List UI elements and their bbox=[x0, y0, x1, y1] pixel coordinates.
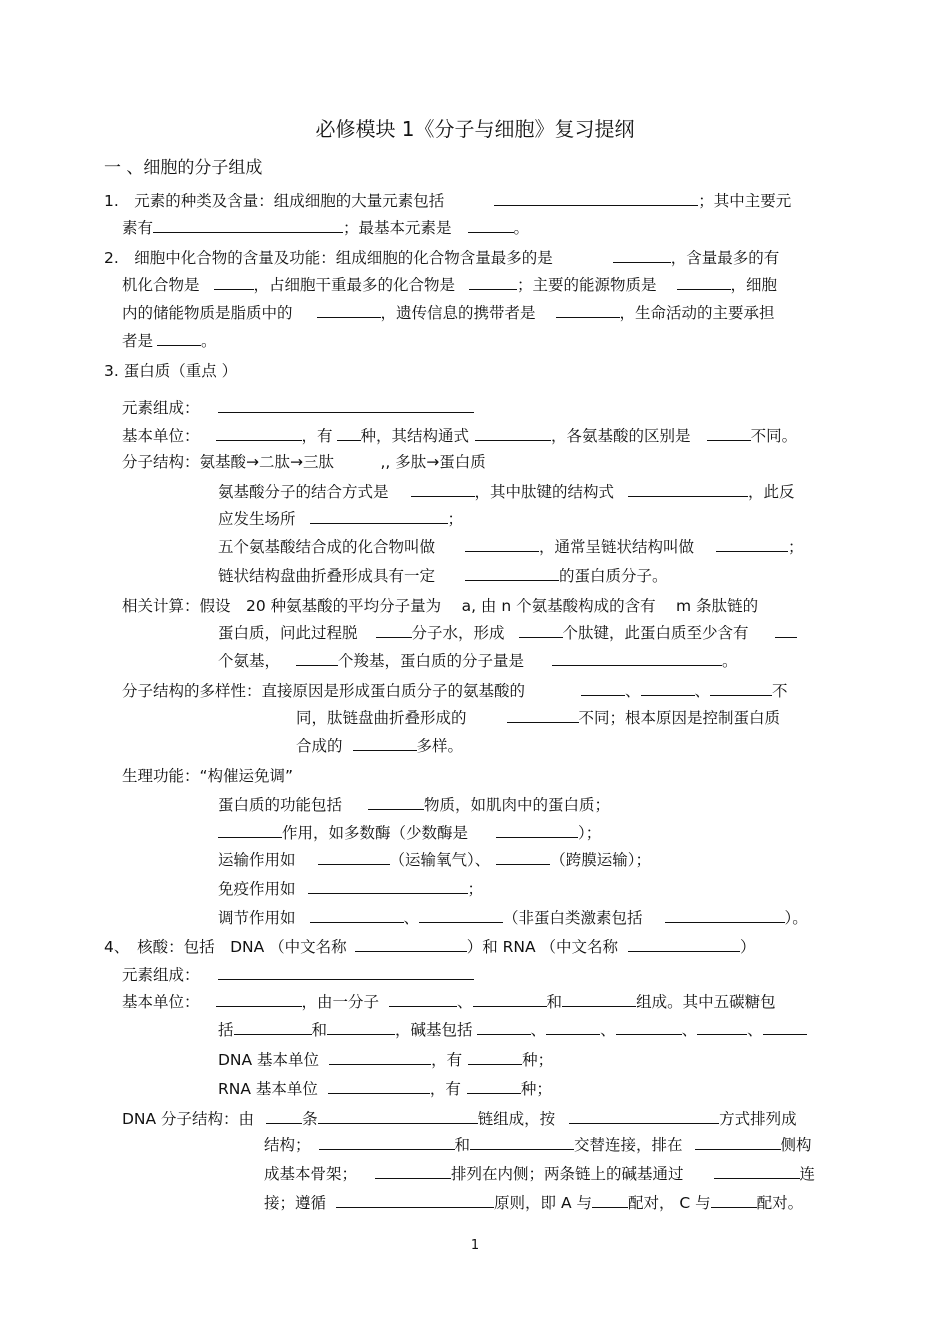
nucleic-elements: 元素组成： bbox=[122, 964, 474, 985]
item-2-line-3: 内的储能物质是脂质中的 ，遗传信息的携带者是 ，生命活动的主要承担 bbox=[122, 304, 775, 322]
diversity-line-3: 合成的 多样。 bbox=[296, 737, 464, 755]
page-number: 1 bbox=[470, 1238, 480, 1253]
function-catalysis: 作用，如多数酶（少数酶是 ）； bbox=[218, 822, 601, 843]
protein-structure: 分子结构：氨基酸→二肽→三肽 ,, 多肽→蛋白质 bbox=[122, 453, 486, 471]
dna-structure-line-3: 成基本骨架； 排列在内侧；两条链上的碱基通过 连 bbox=[264, 1165, 816, 1183]
function-immunity: 免疫作用如 ； bbox=[218, 880, 484, 898]
item-2-line-1: 2. 细胞中化合物的含量及功能：组成细胞的化合物含量最多的是 ，含量最多的有 bbox=[104, 249, 780, 267]
amino-acid-bond: 氨基酸分子的结合方式是 ，其中肽键的结构式 ，此反 bbox=[218, 483, 795, 501]
nucleic-basic-unit: 基本单位： ，由一分子 、 和 组成。其中五碳糖包 bbox=[122, 993, 776, 1011]
protein-basic-unit: 基本单位： ，有 种，其结构通式 ，各氨基酸的区别是 不同。 bbox=[122, 427, 798, 445]
item-3-heading: 3. 蛋白质（重点 ） bbox=[104, 362, 238, 380]
peptide-name: 五个氨基酸结合成的化合物叫做 ，通常呈链状结构叫做 ； bbox=[218, 538, 804, 556]
pentose-bases: 括 和 ，碱基包括 、 、 、 、 bbox=[218, 1019, 807, 1040]
page-title: 必修模块 1《分子与细胞》复习提纲 bbox=[315, 117, 635, 141]
dna-structure-line-2: 结构； 和 交替连接，排在 侧构 bbox=[264, 1136, 812, 1154]
function-transport: 运输作用如 （运输氧气）、 （跨膜运输）； bbox=[218, 851, 652, 869]
item-4-heading: 4、 核酸：包括 DNA （中文名称 ）和 RNA （中文名称 ） bbox=[104, 938, 756, 956]
calculation-line-2: 蛋白质，问此过程脱 分子水，形成 个肽键，此蛋白质至少含有 bbox=[218, 622, 797, 643]
function-heading: 生理功能：“构催运免调” bbox=[122, 767, 294, 785]
diversity-line-1: 分子结构的多样性：直接原因是形成蛋白质分子的氨基酸的 、 、 不 bbox=[122, 682, 788, 700]
item-1-line-2: 素有 ；最基本元素是 。 bbox=[122, 219, 530, 237]
function-structural: 蛋白质的功能包括 物质，如肌肉中的蛋白质； bbox=[218, 796, 611, 814]
reaction-site: 应发生场所 ； bbox=[218, 510, 464, 528]
calculation-line-3: 个氨基， 个羧基，蛋白质的分子量是 。 bbox=[218, 652, 738, 670]
item-2-line-2: 机化合物是 ，占细胞干重最多的化合物是 ；主要的能源物质是 ，细胞 bbox=[122, 276, 778, 294]
calculation-line-1: 相关计算：假设 20 种氨基酸的平均分子量为 a, 由 n 个氨基酸构成的含有 m 条肽链的 bbox=[122, 597, 759, 615]
section-heading: 一 、细胞的分子组成 bbox=[104, 158, 263, 178]
rna-basic-unit: RNA 基本单位 ，有 种； bbox=[218, 1080, 552, 1098]
dna-structure-line-4: 接；遵循 原则，即 A 与 配对， C 与 配对。 bbox=[264, 1194, 804, 1212]
protein-elements: 元素组成： bbox=[122, 397, 474, 418]
dna-basic-unit: DNA 基本单位 ，有 种； bbox=[218, 1051, 554, 1069]
diversity-line-2: 同，肽链盘曲折叠形成的 不同；根本原因是控制蛋白质 bbox=[296, 709, 781, 727]
item-1-line-1: 1. 元素的种类及含量：组成细胞的大量元素包括 ；其中主要元 bbox=[104, 192, 792, 210]
chain-folding: 链状结构盘曲折叠形成具有一定 的蛋白质分子。 bbox=[218, 567, 668, 585]
dna-structure-line-1: DNA 分子结构：由 条 链组成，按 方式排列成 bbox=[122, 1110, 797, 1128]
item-2-line-4: 者是 。 bbox=[122, 332, 217, 350]
function-regulation: 调节作用如 、 （非蛋白类激素包括 ）。 bbox=[218, 909, 808, 927]
